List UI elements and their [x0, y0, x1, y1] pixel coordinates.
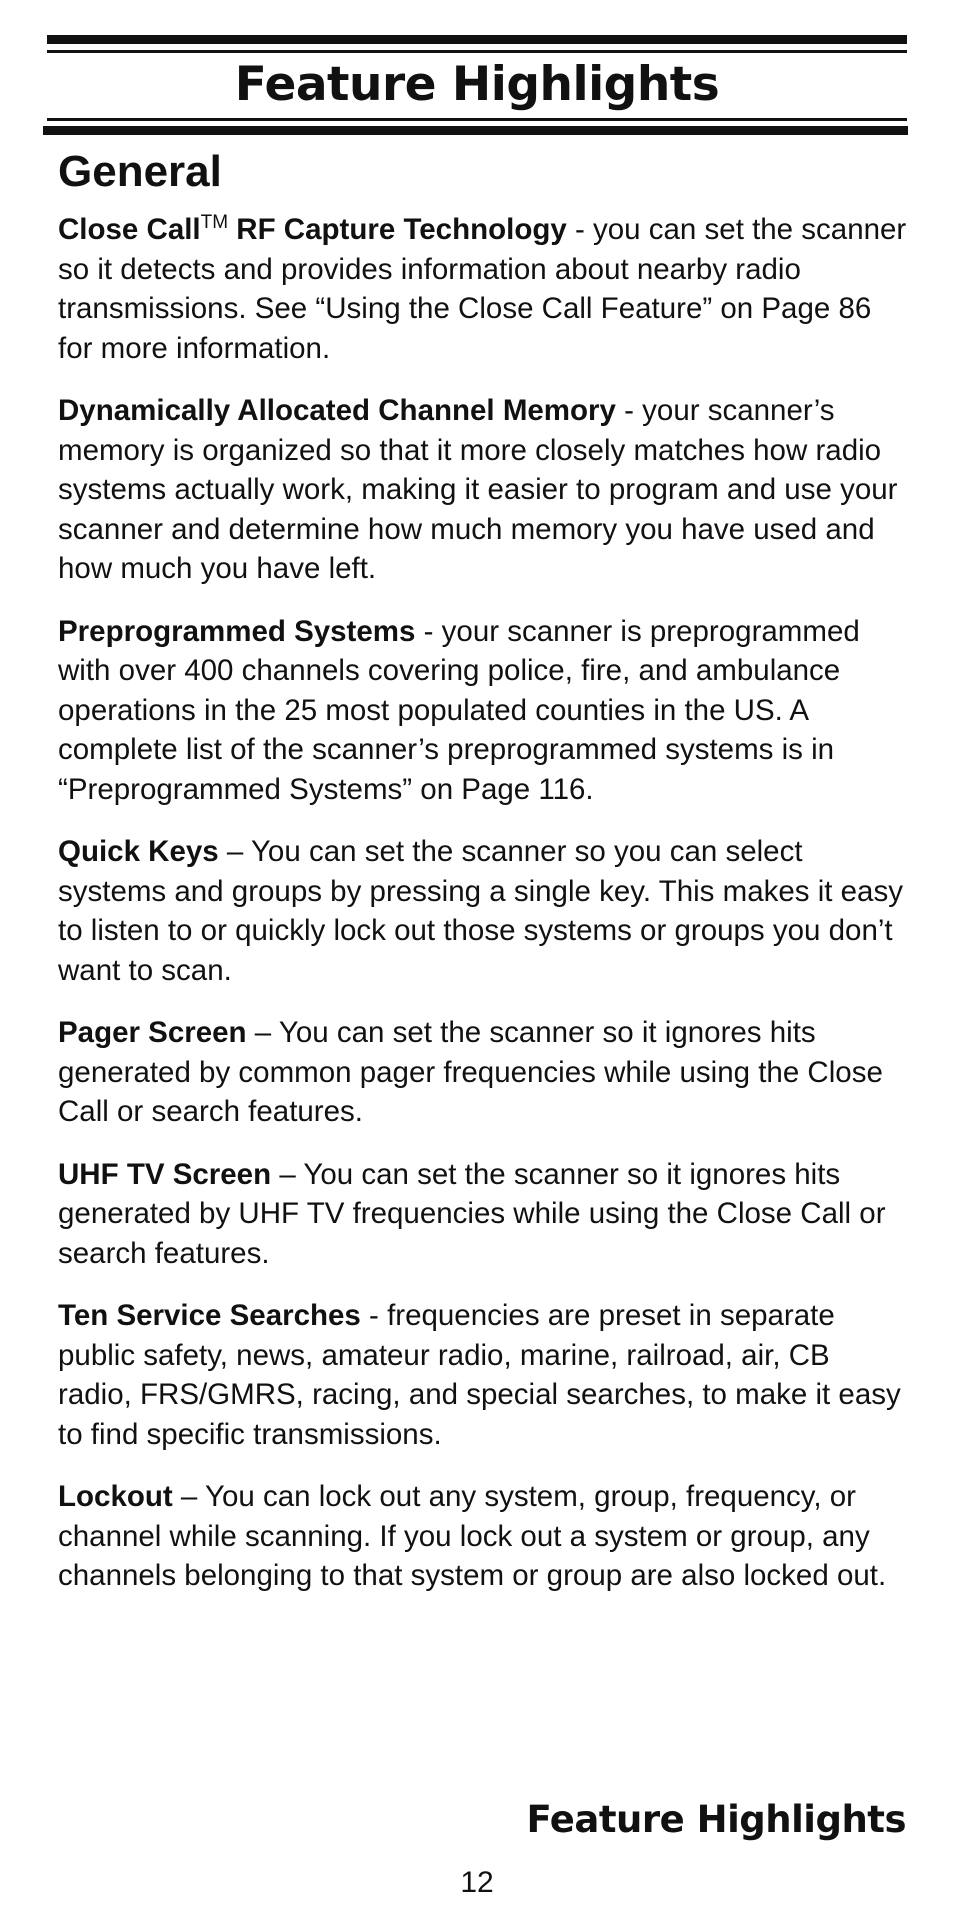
header-underline-thick [43, 126, 908, 135]
feature-description: You can set the scanner so it ignores hits generated by UHF TV frequencies while using the Close Call or search features. [58, 1157, 886, 1270]
feature-quick-keys [58, 832, 908, 990]
feature-name: Quick Keys [58, 835, 219, 868]
feature-name: Pager Screen [58, 1016, 247, 1049]
feature-pager-screen [58, 1013, 908, 1132]
feature-separator: – [271, 1157, 304, 1191]
feature-preprogrammed-systems [58, 612, 908, 810]
feature-description: You can set the scanner so you can select systems and groups by pressing a single key. This makes it easy to listen to or quickly lock out those systems or groups you don’t want to scan. [58, 835, 903, 987]
feature-separator: - [566, 213, 594, 246]
feature-name: UHF TV Screen [58, 1157, 272, 1191]
feature-name-part: Close Call [58, 213, 201, 246]
feature-list [58, 210, 908, 1619]
feature-name: Preprogrammed Systems [58, 614, 416, 648]
feature-description: You can set the scanner so it ignores hits generated by common pager frequencies while using the Close Call or search features. [58, 1016, 883, 1128]
feature-ten-service-searches [58, 1296, 908, 1454]
feature-name: Ten Service Searches [58, 1299, 361, 1332]
feature-close-call [58, 210, 908, 368]
feature-description: You can lock out any system, group, frequency, or channel while scanning. If you lock out a system or group, any channels belonging to that system or group are also locked out. [58, 1480, 887, 1592]
section-heading: General [58, 147, 222, 196]
feature-name: Dynamically Allocated Channel Memory [58, 394, 616, 427]
feature-name-suffix: RF Capture Technology [228, 213, 567, 246]
feature-separator: - [360, 1299, 388, 1332]
trademark-mark: TM [200, 212, 229, 233]
footer-title: Feature Highlights [526, 1798, 906, 1841]
header-underline-thin [47, 118, 907, 121]
feature-lockout [58, 1477, 908, 1596]
feature-description: your scanner is preprogrammed with over 400 channels covering police, fire, and ambulance operations in the 25 most populated counties in the US. A complete list of the scanner’s preprogrammed systems is in “Preprogrammed Systems” on Page 116. [58, 614, 860, 806]
feature-separator: - [615, 394, 643, 427]
feature-description: your scanner’s memory is organized so that it more closely matches how radio systems actually work, making it easier to program and use your scanner and determine how much memory you have used and how much you have left. [58, 394, 898, 585]
feature-separator: – [218, 835, 251, 868]
feature-name [58, 213, 567, 246]
feature-uhf-tv-screen [58, 1155, 908, 1274]
feature-description: you can set the scanner so it detects and provides information about nearby radio transmissions. See “Using the Close Call Feature” on Page 86 for more information. [58, 213, 907, 365]
feature-description: frequencies are preset in separate public safety, news, amateur radio, marine, railroad, air, CB radio, FRS/GMRS, racing, and special searches, to make it easy to find specific transmissions. [58, 1299, 901, 1451]
feature-separator: – [246, 1016, 279, 1049]
page-title: Feature Highlights [234, 57, 720, 112]
header-rule-thick [47, 35, 907, 44]
feature-dynamic-memory [58, 391, 908, 589]
feature-separator: - [415, 614, 442, 648]
feature-separator: – [172, 1480, 205, 1513]
page-number: 12 [460, 1866, 494, 1899]
feature-name: Lockout [58, 1480, 173, 1513]
